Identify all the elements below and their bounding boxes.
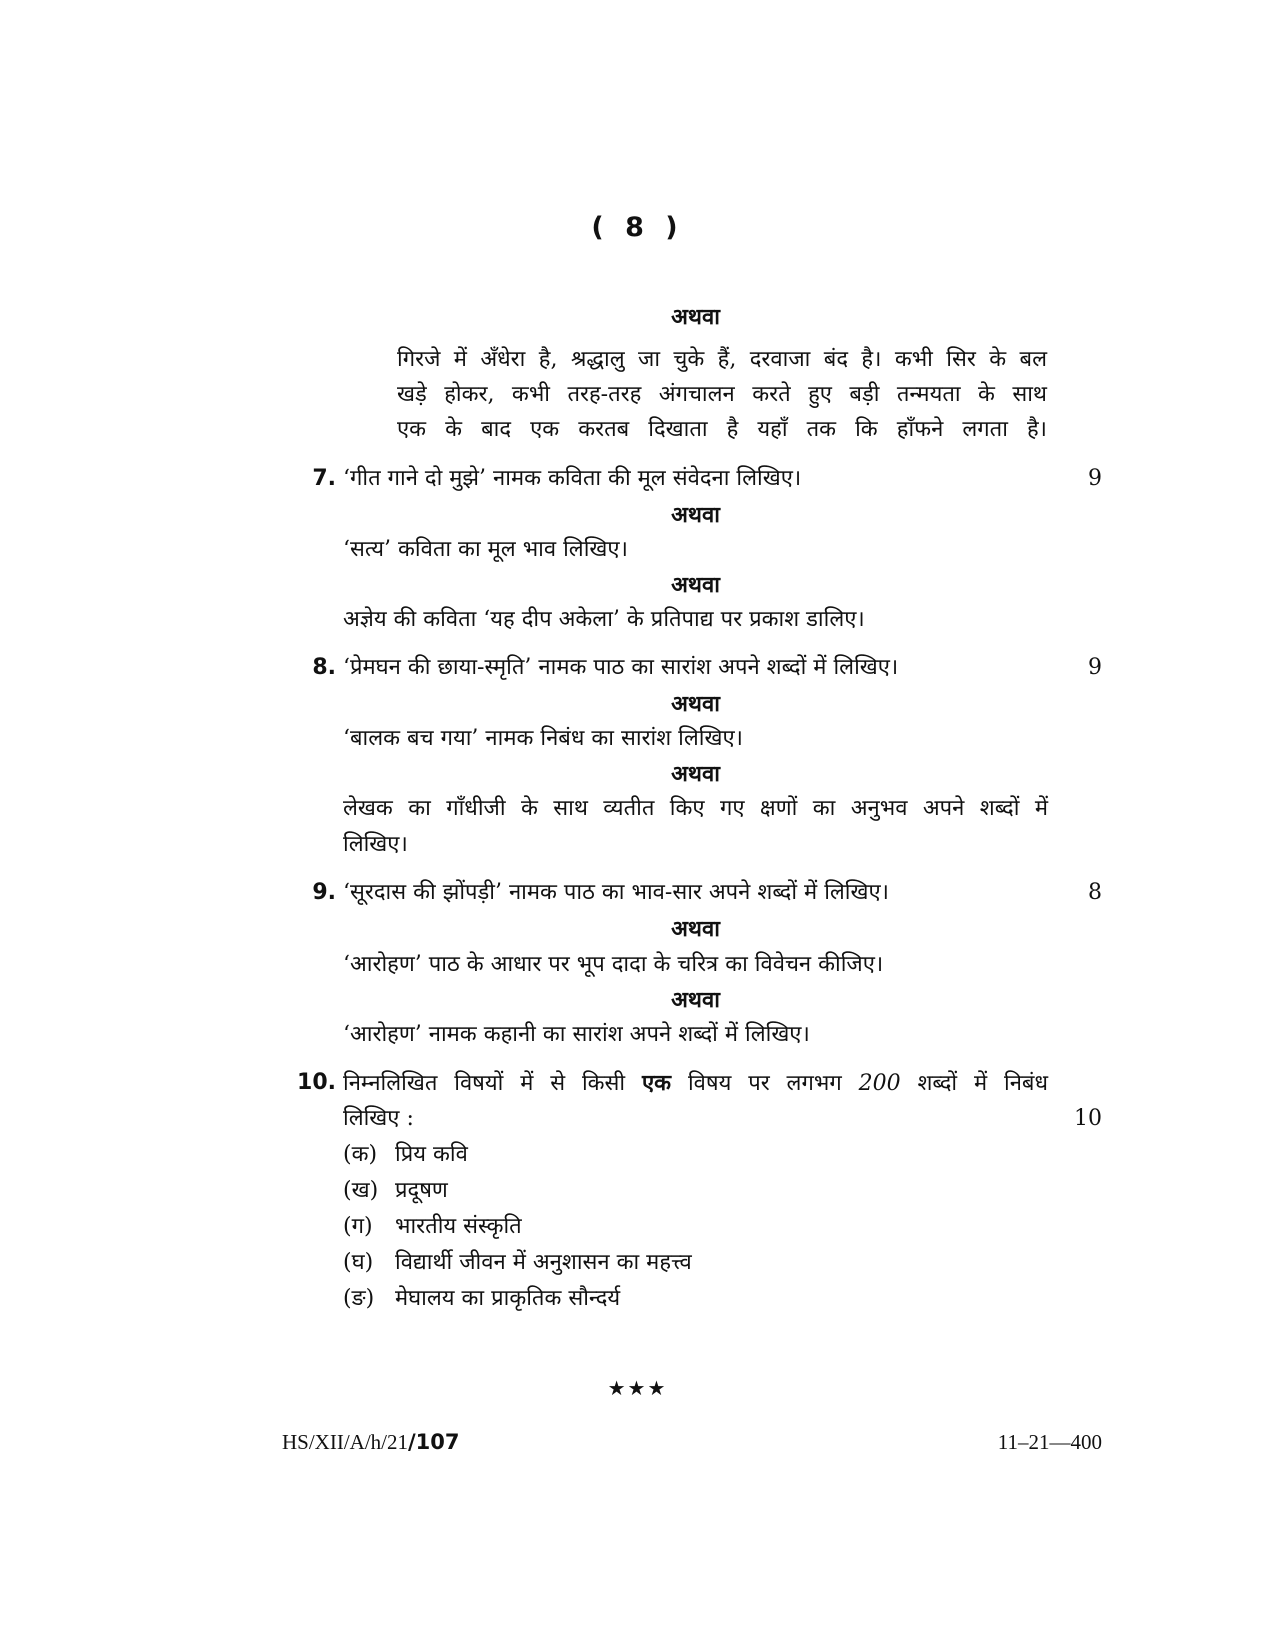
option-nga-text: मेघालय का प्राकृतिक सौन्दर्य bbox=[395, 1286, 621, 1311]
question-10-text-part-3: शब्दों में निबंध bbox=[917, 1071, 1049, 1096]
option-ka-text: प्रिय कवि bbox=[395, 1142, 468, 1167]
paper-code-suffix: /107 bbox=[408, 1430, 460, 1454]
question-10-text-part-1: निम्नलिखित विषयों में से किसी bbox=[343, 1071, 626, 1096]
question-10-text-bold: एक bbox=[642, 1070, 672, 1096]
option-ka bbox=[343, 1140, 1048, 1170]
question-number-10: 10. bbox=[297, 1070, 336, 1095]
question-number-8: 8. bbox=[312, 655, 336, 680]
question-8-alt-2-line-2: लिखिए। bbox=[343, 832, 408, 857]
question-7-alt-2: अज्ञेय की कविता ‘यह दीप अकेला’ के प्रतिपाद्य पर प्रकाश डालिए। bbox=[343, 607, 865, 632]
question-9-text: ‘सूरदास की झोंपड़ी’ नामक पाठ का भाव-सार अपने शब्दों में लिखिए। bbox=[343, 880, 890, 905]
question-number-9: 9. bbox=[312, 880, 336, 905]
paper-code bbox=[282, 1430, 460, 1455]
option-gha-label: (घ) bbox=[343, 1250, 374, 1275]
option-ga-text: भारतीय संस्कृति bbox=[395, 1214, 522, 1239]
option-kha-label: (ख) bbox=[343, 1178, 379, 1203]
question-number-7: 7. bbox=[312, 466, 336, 491]
or-heading-q7-2: अथवा bbox=[671, 572, 720, 598]
question-10-text-line-2: लिखिए : bbox=[343, 1106, 414, 1131]
question-7-text: ‘गीत गाने दो मुझे’ नामक कविता की मूल संवेदना लिखिए। bbox=[343, 466, 802, 491]
end-of-paper-stars: ★★★ bbox=[607, 1376, 668, 1400]
question-7-marks: 9 bbox=[1088, 466, 1102, 491]
question-7-alt-1: ‘सत्य’ कविता का मूल भाव लिखिए। bbox=[343, 537, 628, 562]
option-nga bbox=[343, 1284, 1048, 1314]
question-8-alt-2-line-1: लेखक का गाँधीजी के साथ व्यतीत किए गए क्षणों का अनुभव अपने शब्दों में bbox=[343, 796, 1048, 821]
question-10-word-count: 200 bbox=[858, 1071, 901, 1096]
or-heading-q8-1: अथवा bbox=[671, 691, 720, 717]
passage-line-3: एक के बाद एक करतब दिखाता है यहाँ तक कि हाँफने लगता है। bbox=[397, 417, 1047, 442]
passage-line-2: खड़े होकर, कभी तरह-तरह अंगचालन करते हुए बड़ी तन्मयता के साथ bbox=[397, 382, 1047, 407]
or-heading-q9-2: अथवा bbox=[671, 987, 720, 1013]
option-ga bbox=[343, 1212, 1048, 1242]
option-gha-text: विद्यार्थी जीवन में अनुशासन का महत्त्व bbox=[395, 1250, 692, 1275]
option-nga-label: (ङ) bbox=[343, 1286, 375, 1311]
question-8-marks: 9 bbox=[1088, 655, 1102, 680]
question-10-text-part-2: विषय पर लगभग bbox=[687, 1071, 842, 1096]
paper-code-prefix: HS/XII/A/h/21 bbox=[282, 1430, 408, 1454]
option-kha bbox=[343, 1176, 1048, 1206]
passage-line-1: गिरजे में अँधेरा है, श्रद्धालु जा चुके हैं, दरवाजा बंद है। कभी सिर के बल bbox=[397, 347, 1047, 372]
question-9-marks: 8 bbox=[1088, 880, 1102, 905]
question-9-alt-2: ‘आरोहण’ नामक कहानी का सारांश अपने शब्दों में लिखिए। bbox=[343, 1022, 810, 1047]
or-heading-q8-2: अथवा bbox=[671, 761, 720, 787]
question-9-alt-1: ‘आरोहण’ पाठ के आधार पर भूप दादा के चरित्र का विवेचन कीजिए। bbox=[343, 952, 884, 977]
question-8-alt-1: ‘बालक बच गया’ नामक निबंध का सारांश लिखिए। bbox=[343, 726, 743, 751]
page-number: ( 8 ) bbox=[591, 212, 684, 243]
or-heading-passage: अथवा bbox=[671, 304, 720, 330]
option-kha-text: प्रदूषण bbox=[395, 1178, 448, 1203]
option-ka-label: (क) bbox=[343, 1142, 378, 1167]
or-heading-q9-1: अथवा bbox=[671, 916, 720, 942]
question-8-text: ‘प्रेमघन की छाया-स्मृति’ नामक पाठ का सारांश अपने शब्दों में लिखिए। bbox=[343, 655, 899, 680]
option-ga-label: (ग) bbox=[343, 1214, 373, 1239]
question-10-text bbox=[343, 1068, 1048, 1099]
option-gha bbox=[343, 1248, 1048, 1278]
or-heading-q7-1: अथवा bbox=[671, 502, 720, 528]
question-10-marks: 10 bbox=[1074, 1106, 1102, 1131]
print-code: 11–21—400 bbox=[997, 1430, 1102, 1454]
